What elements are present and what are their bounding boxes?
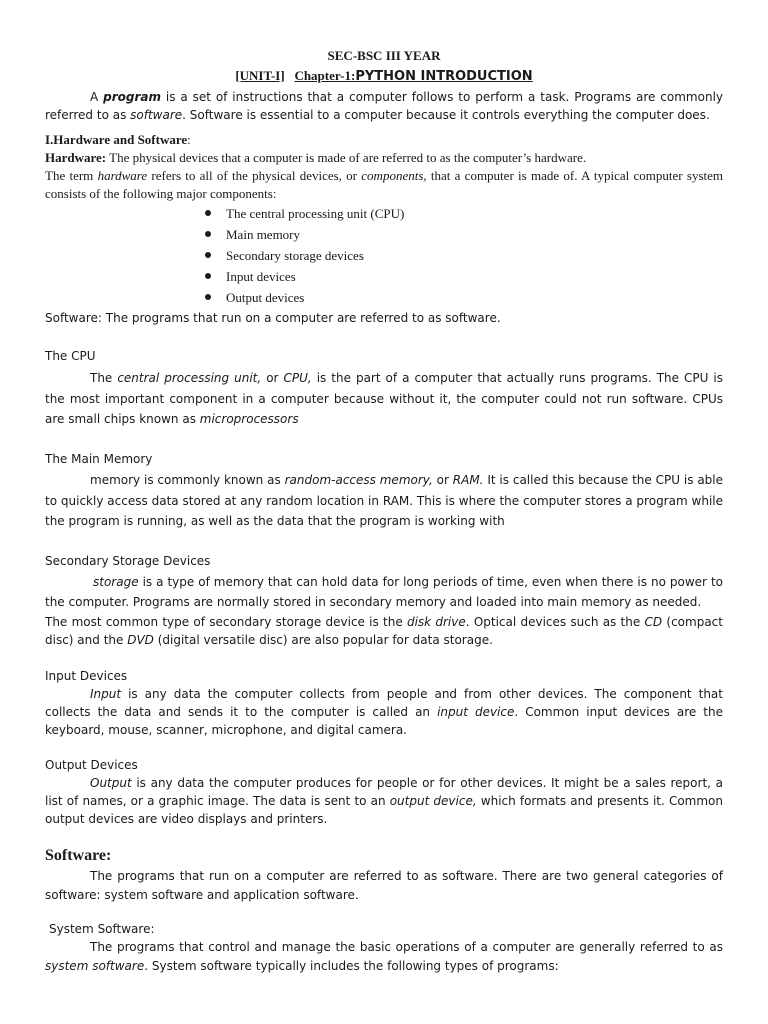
hardware-text-1: The term [45, 168, 98, 183]
intro-text-2: is a set of instructions that a computer follows to perform a task. Programs are commonly referred to as [45, 90, 723, 122]
cpu-heading: The CPU [45, 349, 96, 363]
hardware-text-2: refers to all of the physical devices, or [147, 168, 362, 183]
main-memory-paragraph [45, 470, 723, 532]
hardware-definition [45, 149, 723, 167]
list-item [202, 287, 702, 308]
list-item [202, 266, 702, 287]
bullet-icon [205, 273, 211, 279]
output-term: Output [90, 776, 132, 790]
list-item [202, 245, 702, 266]
section-heading-hardware-software [45, 131, 723, 149]
storage-term: storage [93, 575, 139, 589]
hardware-definition-text: The physical devices that a computer is made of are referred to as the computer’s hardware. [106, 150, 587, 165]
section-heading-text: I.Hardware and Software [45, 132, 188, 147]
memory-text-3: It is called this because the CPU is able to quickly access data stored at any random location in RAM. This is where the computer stores a program while the program is running, as well as the data that the program is working with [45, 473, 724, 528]
storage-text-3: . Optical devices such as the [465, 615, 645, 629]
components-list [202, 203, 702, 308]
memory-term-2: RAM. [452, 473, 484, 487]
bullet-icon [205, 252, 211, 258]
input-device-term: input device [437, 705, 515, 719]
hardware-text-3: that a computer is made of. A typical computer system consists of the following major components: [45, 168, 723, 201]
cpu-paragraph [45, 368, 723, 430]
storage-text-2: The most common type of secondary storage device is the [45, 615, 407, 629]
system-software-heading: System Software: [49, 922, 155, 936]
main-memory-heading: The Main Memory [45, 452, 153, 466]
software-heading: Software: [45, 847, 112, 864]
hardware-term: hardware [97, 168, 148, 183]
system-software-text-1: The programs that control and manage the basic operations of a computer are generally referred to as [90, 940, 723, 954]
list-item-label: Output devices [226, 290, 305, 305]
components-term: components, [361, 168, 427, 183]
cpu-text-1: The [90, 371, 118, 385]
bullet-icon [205, 210, 211, 216]
output-text-2: which formats and presents it. Common output devices are video displays and printers. [45, 794, 723, 826]
hardware-paragraph [45, 167, 723, 203]
output-devices-heading: Output Devices [45, 758, 138, 772]
cpu-text-3: is the part of a computer that actually runs programs. The CPU is the most important component in a computer because without it, the computer could not run software. CPUs are small chips known as [45, 371, 724, 426]
intro-text-3: . Software is essential to a computer because it controls everything the computer does. [182, 108, 710, 122]
list-item [202, 224, 702, 245]
document-title: SEC-BSC III YEAR [327, 48, 441, 63]
list-item-label: Secondary storage devices [226, 248, 364, 263]
system-software-paragraph [45, 938, 723, 976]
cpu-term-2: CPU, [283, 371, 312, 385]
unit-label: [UNIT-I] [235, 68, 285, 83]
software-summary-line: Software: The programs that run on a computer are referred to as software. [45, 311, 501, 325]
input-text-1: is any data the computer collects from people and from other devices. The component that collects the data and sends it to the computer is called an [45, 687, 723, 719]
chapter-title: PYTHON INTRODUCTION [355, 69, 533, 84]
secondary-storage-paragraph-2 [45, 613, 723, 649]
output-text-1: is any data the computer produces for people or for other devices. It might be a sales report, a list of names, or a graphic image. The data is sent to an [45, 776, 723, 808]
chapter-prefix: Chapter-1: [294, 68, 356, 83]
memory-text-1: memory is commonly known as [90, 473, 285, 487]
disk-drive-term: disk drive [406, 615, 466, 629]
software-text: The programs that run on a computer are referred to as software. There are two general categories of software: system software and application software. [45, 869, 723, 902]
section-heading-colon: : [187, 132, 191, 147]
output-devices-paragraph [45, 774, 723, 828]
input-text-2: . Common input devices are the keyboard, mouse, scanner, microphone, and digital camera. [45, 705, 723, 737]
cd-term: CD [644, 615, 663, 629]
memory-term-1: random-access memory, [284, 473, 433, 487]
cpu-term-1: central processing unit, [117, 371, 262, 385]
input-devices-paragraph [45, 685, 723, 739]
system-software-term: system software [45, 959, 145, 973]
storage-text-1: is a type of memory that can hold data for long periods of time, even when there is no power to the computer. Programs are normally stored in secondary memory and loaded into main memory as needed. [45, 575, 723, 609]
input-devices-heading: Input Devices [45, 669, 128, 683]
system-software-text-2: . System software typically includes the following types of programs: [144, 959, 559, 973]
list-item-label: The central processing unit (CPU) [226, 206, 405, 221]
input-term: Input [90, 687, 122, 701]
memory-text-2: or [432, 473, 453, 487]
cpu-term-3: microprocessors [199, 412, 299, 426]
output-device-term: output device, [389, 794, 477, 808]
chapter-heading [45, 67, 723, 86]
list-item-label: Main memory [226, 227, 301, 242]
intro-text-1: A [90, 90, 104, 104]
software-paragraph [45, 867, 723, 905]
list-item-label: Input devices [226, 269, 296, 284]
secondary-storage-paragraph [45, 572, 723, 612]
cpu-text-2: or [261, 371, 284, 385]
dvd-term: DVD [127, 633, 154, 647]
intro-term-program: program [103, 90, 161, 104]
intro-term-software: software [130, 108, 183, 122]
bullet-icon [205, 231, 211, 237]
secondary-storage-heading: Secondary Storage Devices [45, 554, 211, 568]
storage-text-5: (digital versatile disc) are also popular for data storage. [153, 633, 493, 647]
list-item [202, 203, 702, 224]
intro-paragraph [45, 88, 723, 124]
storage-text-4: (compact disc) and the [45, 615, 723, 647]
bullet-icon [205, 294, 211, 300]
hardware-label: Hardware: [45, 150, 107, 165]
